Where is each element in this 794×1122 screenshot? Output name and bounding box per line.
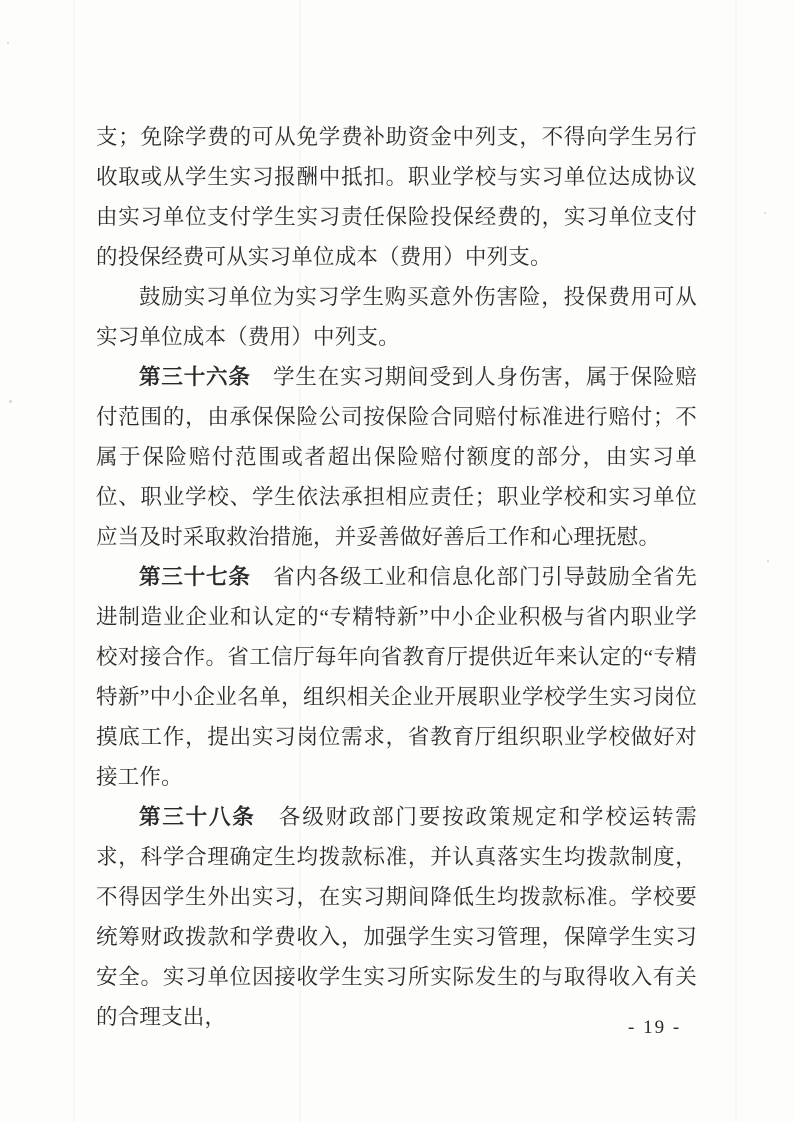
paragraph	[96, 357, 697, 557]
paragraph-text: 省内各级工业和信息化部门引导鼓励全省先进制造业企业和认定的“专精特新”中小企业积极与省内职业学校对接合作。省工信厅每年向省教育厅提供近年来认定的“专精特新”中小企业名单，组织相关企业开展职业学校学生实习岗位摸底工作，提出实习岗位需求，省教育厅组织职业学校做好对接工作。	[96, 565, 697, 789]
page-number: - 19 -	[628, 1017, 682, 1038]
paragraph-text: 支；免除学费的可从免学费补助资金中列支，不得向学生另行收取或从学生实习报酬中抵扣。职业学校与实习单位达成协议由实习单位支付学生实习责任保险投保经费的，实习单位支付的投保经费可从实习单位成本（费用）中列支。	[96, 125, 697, 269]
paragraph-text: 各级财政部门要按政策规定和学校运转需求，科学合理确定生均拨款标准，并认真落实生均拨款制度，不得因学生外出实习，在实习期间降低生均拨款标准。学校要统筹财政拨款和学费收入，加强学生实习管理，保障学生实习安全。实习单位因接收学生实习所实际发生的与取得收入有关的合理支出，	[96, 805, 697, 1029]
document-body	[96, 117, 697, 1037]
scan-speck	[7, 42, 9, 44]
article-number: 第三十八条	[139, 805, 256, 829]
scan-speck	[764, 212, 766, 214]
scan-artifact-line	[735, 0, 737, 1122]
article-number: 第三十七条	[139, 565, 251, 589]
paragraph	[96, 277, 697, 357]
scan-artifact-line	[73, 0, 75, 1122]
paragraph	[96, 557, 697, 797]
article-number: 第三十六条	[139, 365, 251, 389]
paragraph-text: 鼓励实习单位为实习学生购买意外伤害险，投保费用可从实习单位成本（费用）中列支。	[96, 285, 697, 349]
paragraph	[96, 797, 697, 1037]
scan-speck	[9, 400, 12, 403]
paragraph-text: 学生在实习期间受到人身伤害，属于保险赔付范围的，由承保保险公司按保险合同赔付标准进行赔付；不属于保险赔付范围或者超出保险赔付额度的部分，由实习单位、职业学校、学生依法承担相应责任；职业学校和实习单位应当及时采取救治措施，并妥善做好善后工作和心理抚慰。	[96, 365, 697, 549]
scan-speck	[767, 560, 769, 562]
paragraph	[96, 117, 697, 277]
